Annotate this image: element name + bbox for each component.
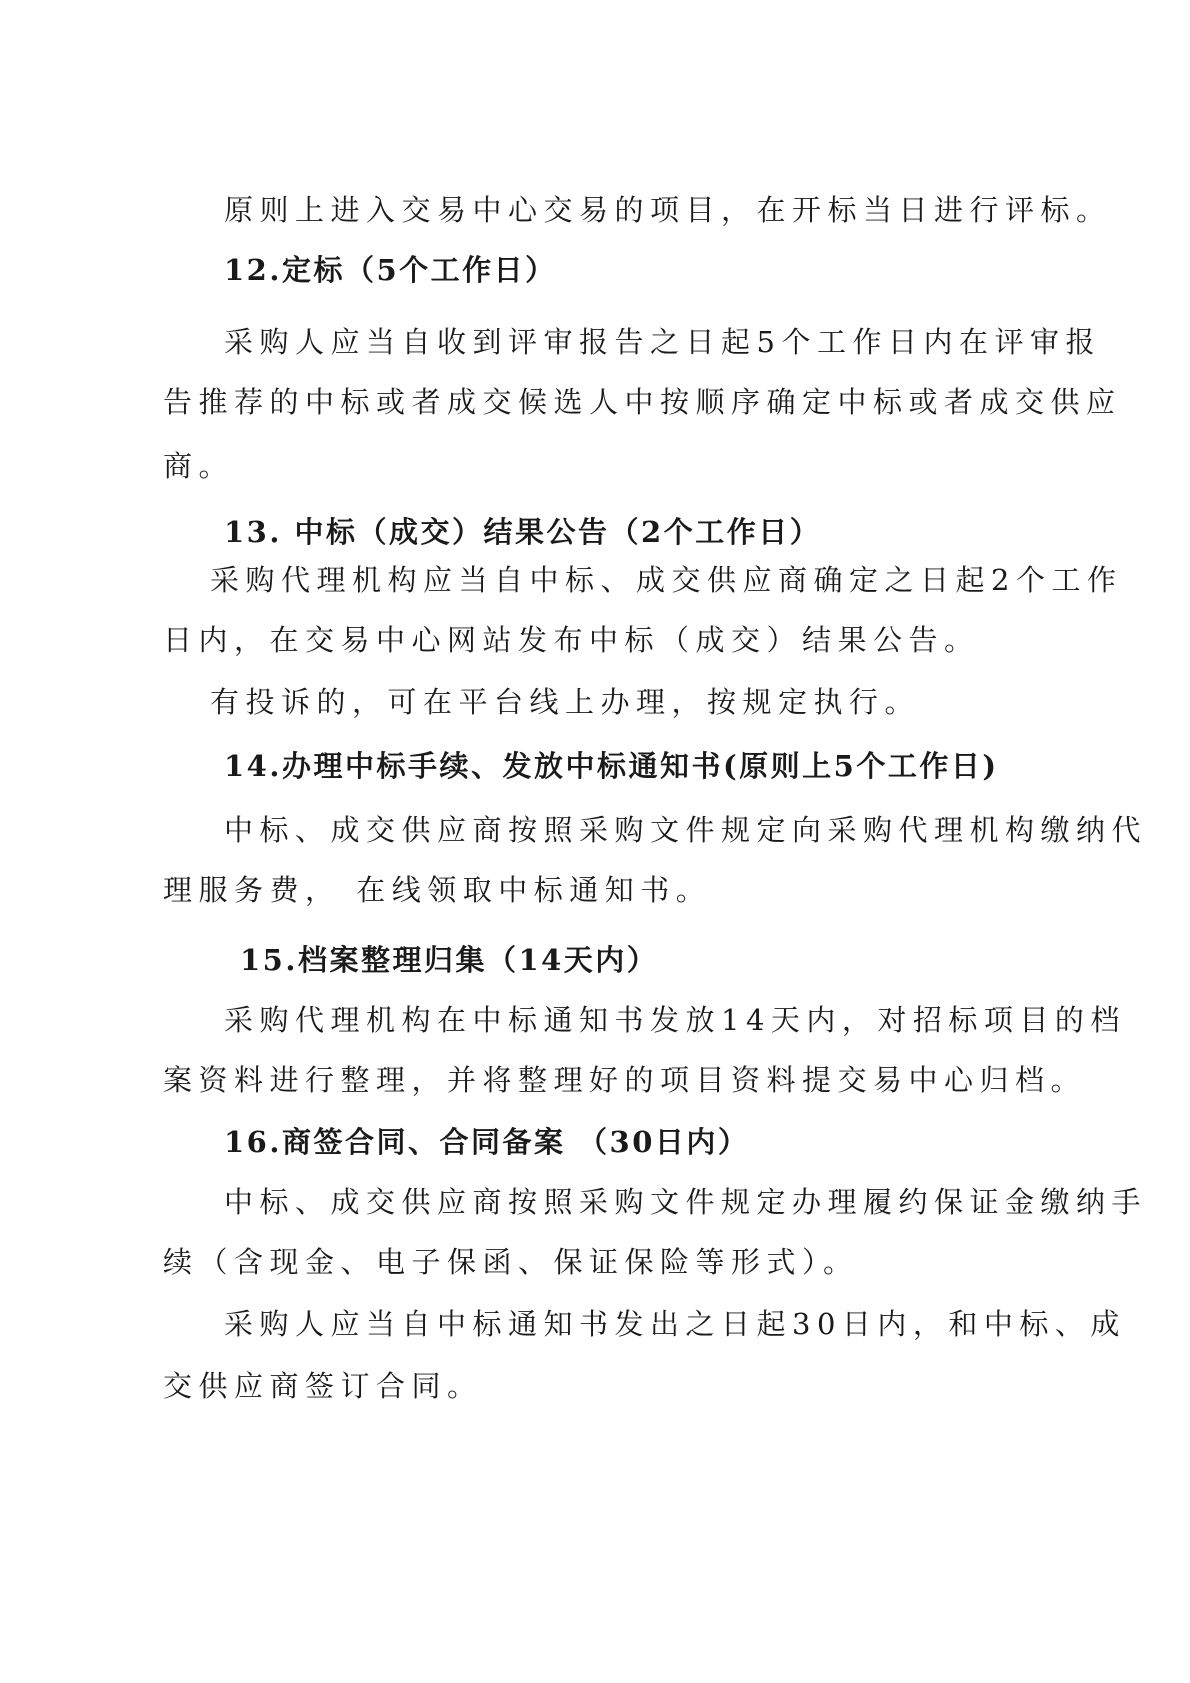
paragraph-line: 采购代理机构应当自中标、成交供应商确定之日起2个工作 — [210, 563, 1123, 597]
paragraph-line: 日内，在交易中心网站发布中标（成交）结果公告。 — [163, 623, 980, 657]
section-heading-14: 14.办理中标手续、发放中标通知书(原则上5个工作日) — [224, 749, 999, 783]
paragraph-line: 采购人应当自收到评审报告之日起5个工作日内在评审报 — [224, 325, 1101, 359]
section-heading-12: 12.定标（5个工作日） — [224, 253, 557, 287]
paragraph-line: 商。 — [163, 449, 235, 483]
paragraph-line: 原则上进入交易中心交易的项目，在开标当日进行评标。 — [224, 193, 1112, 227]
paragraph-line: 案资料进行整理，并将整理好的项目资料提交易中心归档。 — [163, 1063, 1087, 1097]
paragraph-line: 采购代理机构在中标通知书发放14天内，对招标项目的档 — [224, 1003, 1126, 1037]
paragraph-line: 采购人应当自中标通知书发出之日起30日内，和中标、成 — [224, 1307, 1126, 1341]
paragraph-line: 理服务费， 在线领取中标通知书。 — [163, 873, 712, 907]
section-heading-16: 16.商签合同、合同备案 （30日内） — [224, 1125, 750, 1159]
paragraph-line: 告推荐的中标或者成交候选人中按顺序确定中标或者成交供应 — [163, 385, 1122, 419]
section-heading-15: 15.档案整理归集（14天内） — [240, 943, 659, 977]
paragraph-line: 中标、成交供应商按照采购文件规定办理履约保证金缴纳手 — [224, 1185, 1148, 1219]
paragraph-line: 中标、成交供应商按照采购文件规定向采购代理机构缴纳代 — [224, 813, 1148, 847]
paragraph-line: 有投诉的，可在平台线上办理，按规定执行。 — [210, 685, 921, 719]
section-heading-13: 13. 中标（成交）结果公告（2个工作日） — [224, 515, 822, 549]
paragraph-line: 交供应商签订合同。 — [163, 1369, 483, 1403]
paragraph-line: 续（含现金、电子保函、保证保险等形式）。 — [163, 1245, 859, 1279]
